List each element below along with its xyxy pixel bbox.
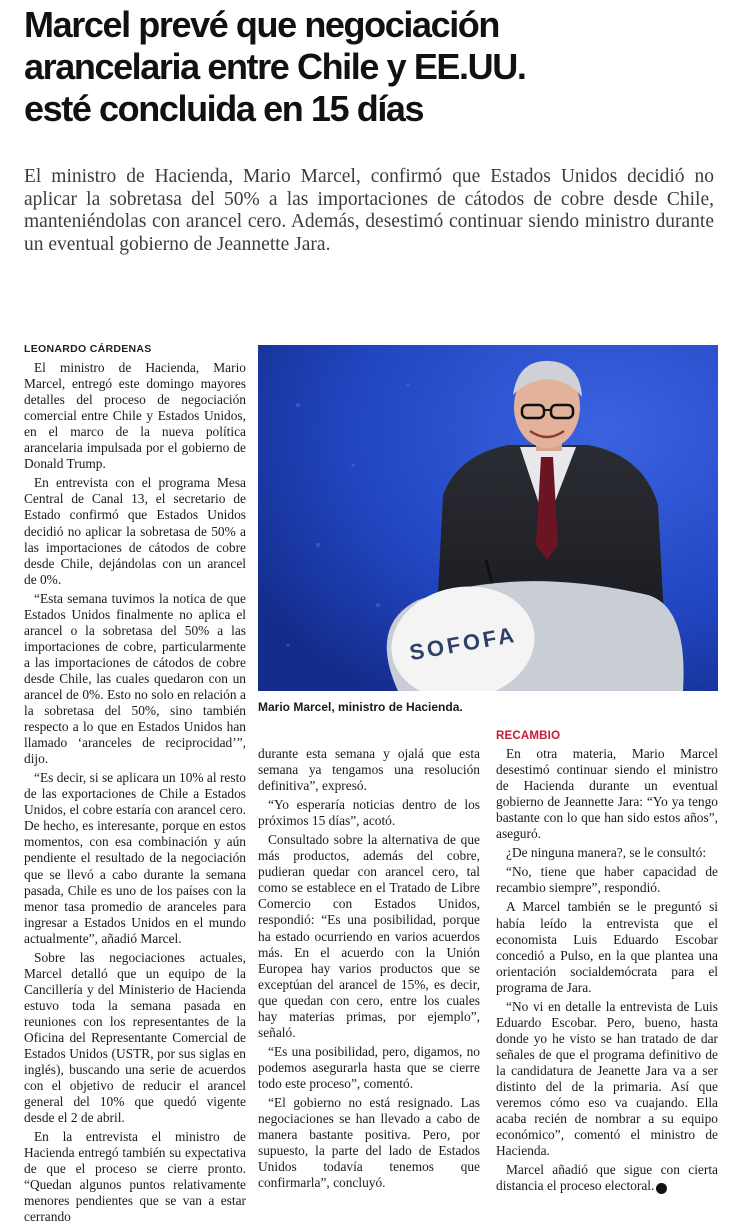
headline-line: Marcel prevé que negociación — [24, 4, 499, 45]
headline-line: arancelaria entre Chile y EE.UU. — [24, 46, 526, 87]
article-photo — [258, 345, 718, 691]
body-paragraph: “El gobierno no está resignado. Las negociaciones se han llevado a cabo de manera bastante positiva. Pero, por supuesto, la parte del lado de Estados Unidos todavía tenemos que confirmarla”, concluyó. — [258, 1094, 480, 1191]
body-paragraph: En la entrevista el ministro de Hacienda entregó también su expectativa de que el proceso se cierre pronto. “Quedan algunos puntos relativamente menores pendientes que se van a estar cerrando — [24, 1129, 246, 1225]
body-paragraph: En otra materia, Mario Marcel desestimó continuar siendo el ministro de Hacienda durante un eventual gobierno de Jeannette Jara: “Yo ya tengo bastante con lo que han sido estos años”, aseguró. — [496, 746, 718, 842]
body-paragraph: “No vi en detalle la entrevista de Luis Eduardo Escobar. Pero, bueno, hasta donde yo he visto se han tratado de dar señales de que el programa definitivo de la candidatura de Jeanette Jara va a ser distinto del de la primaria. Así que veremos cómo eso va cuajando. Ella acaba recién de nombrar a su equipo económico”, comentó el ministro de Hacienda. — [496, 998, 718, 1159]
body-paragraph: “No, tiene que haber capacidad de recambio siempre”, respondió. — [496, 864, 718, 896]
lead-paragraph: El ministro de Hacienda, Mario Marcel, confirmó que Estados Unidos decidió no aplicar la sobretasa del 50% a las importaciones de cátodos de cobre desde Chile, manteniéndolas con arancel cero. Además, desestimó continuar siendo ministro durante un eventual gobierno de Jeannette Jara. — [24, 166, 714, 255]
section-title: RECAMBIO — [496, 730, 561, 742]
article-column-1 — [24, 341, 246, 1229]
body-paragraph: Consultado sobre la alternativa de que más productos, además del cobre, pudieran quedar con arancel cero, tal como se establece en el Tratado de Libre Comercio con Estados Unidos, respondió: “Es una posibilidad, porque ha estado ocurriendo en varios acuerdos más. En el acuerdo con la Unión Europea hay varios productos que se exceptúan del arancel de 15%, es decir, que quedan con cero, entre los cuales hay materias primas, por ejemplo”, señaló. — [258, 832, 480, 1040]
body-paragraph: En entrevista con el programa Mesa Central de Canal 13, el secretario de Estado confirmó que Estados Unidos decidió no aplicar la sobretasa de 50% a las importaciones de cátodos de cobre desde Chile, dejándolas con un arancel de 0%. — [24, 475, 246, 587]
headline — [24, 4, 714, 130]
end-mark-icon: P — [656, 1183, 667, 1194]
body-paragraph: “Esta semana tuvimos la notica de que Estados Unidos finalmente no aplica el arancel o la sobretasa del 50% a las importaciones de cobre, particularmente a las importaciones de cátodos de cobre desde Chile, las cuales quedaron con un arancel de 0%. Esto no solo en relación a la sobretasa del 50%, sino también respecto a lo que en Estados Unidos han llamado ‘aranceles de reciprocidad’”, dijo. — [24, 590, 246, 767]
headline-line: esté concluida en 15 días — [24, 88, 424, 129]
body-text: Marcel añadió que sigue con cierta distancia el proceso electoral. — [496, 1162, 718, 1194]
body-paragraph: A Marcel también se le preguntó si había leído la entrevista que el economista Luis Eduardo Escobar concedió a Pulso, en la que plantea una orientación socialdemócrata para el programa de Jara. — [496, 899, 718, 995]
body-paragraph: Sobre las negociaciones actuales, Marcel detalló que un equipo de la Cancillería y del Ministerio de Hacienda estuvo toda la semana pasada en reuniones con los representantes de la Oficina del Representante Comercial de Estados Unidos (USTR, por sus siglas en inglés), buscando una serie de acuerdos con el objetivo de reducir el arancel general del 10% que quedó vigente desde el 2 de abril. — [24, 949, 246, 1126]
photo-caption: Mario Marcel, ministro de Hacienda. — [258, 700, 463, 714]
body-paragraph: El ministro de Hacienda, Mario Marcel, entregó este domingo mayores detalles del proceso de negociación comercial entre Chile y Estados Unidos, en el marco de la nueva política arancelaria impulsada por el gobierno de Donald Trump. — [24, 360, 246, 472]
body-paragraph: durante esta semana y ojalá que esta semana ya tengamos una resolución definitiva”, expresó. — [258, 746, 480, 794]
body-paragraph: “Es decir, si se aplicara un 10% al resto de las exportaciones de Chile a Estados Unidos, el cobre estaría con arancel cero. De hecho, es interesante, porque en estos momentos, con esa combinación y aún pendiente el resultado de la negociación que se llevó a cabo durante la semana pasada, Chile es uno de los países con la menor tasa promedio de aranceles para ingresar a Estados Unidos en el mundo actualmente”, añadió Marcel. — [24, 770, 246, 946]
byline: LEONARDO CÁRDENAS — [24, 343, 152, 355]
body-paragraph: “Yo esperaría noticias dentro de los próximos 15 días”, acotó. — [258, 797, 480, 829]
article-column-3 — [496, 728, 718, 1197]
body-paragraph: ¿De ninguna manera?, se le consultó: — [506, 845, 707, 861]
body-paragraph: “Es una posibilidad, pero, digamos, no podemos asegurarla hasta que se cierre todo este proceso”, comentó. — [258, 1043, 480, 1091]
photo-illustration — [258, 345, 718, 691]
podium-logo: SOFOFA — [407, 621, 519, 666]
body-paragraph-last — [496, 1162, 718, 1194]
article-column-2 — [258, 746, 480, 1194]
